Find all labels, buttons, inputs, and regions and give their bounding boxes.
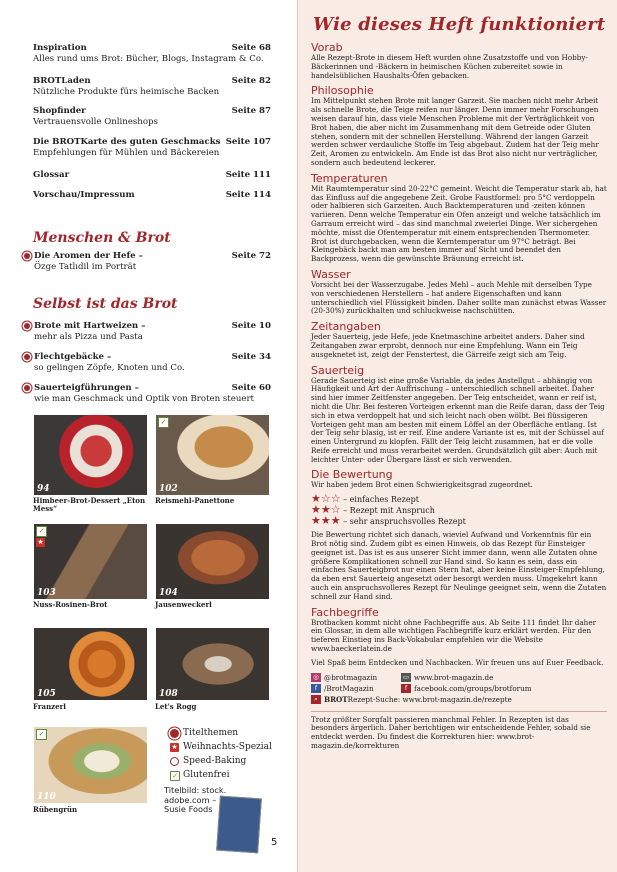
recipe-search-link[interactable]: [311, 694, 607, 705]
section-text: Brotbacken kommt nicht ohne Fachbegriffe aus. Ab Seite 111 findet Ihr daher ein Glossar, in dem alle wichtigen Fachbegriffe kurz erklärt werden. Für den tieferen Einstieg ins Back-Vokabular empfehlen wir die Website www.baeckerlatein.de: [311, 617, 597, 654]
article-subtitle: wie man Geschmack und Optik von Broten steuert: [34, 394, 255, 404]
christmas-star-icon: ★: [37, 538, 44, 546]
recipe-thumb-102[interactable]: [155, 414, 270, 496]
section-text: Gerade Sauerteig ist eine große Variable, da jedes Anstellgut – abhängig von Häufigkeit und Art der Auffrischung – unterschiedlich schnell arbeitet. Daher sind hier immer Zeitfenster angegeben. Der Teig entscheidet, wann er reif ist, nicht die Uhr. Bei festeren Vorteigen erkennt man die Reife daran, dass der Teig sich in etwa verdoppelt hat und sich leicht nach oben wölbt. Bei flüssigeren Vorteigen geht man am besten mit einem Löffel an der Oberfläche entlang. Ist der Teig sehr blasig, ist er reif. Eine andere Variante ist es, mit der Schüssel auf einen Untergrund zu klopfen. Fällt der Teig leicht zusammen, hat er die volle Reife erreicht und muss verarbeitet werden. Grundsätzlich gilt aber: Auch mit leichter Unter- oder Übergare lässt er sich verwenden.: [311, 375, 605, 464]
recipe-number: 103: [37, 588, 56, 598]
article-title: Die Aromen der Hefe –: [34, 251, 143, 261]
rating-label: – sehr anspruchsvolles Rezept: [343, 517, 466, 527]
how-it-works-panel: [298, 0, 617, 872]
difficulty-stars-icon: ★★★: [311, 514, 341, 528]
toc-page: Seite 111: [225, 170, 271, 180]
article-page: Seite 72: [231, 251, 271, 261]
rating-row: [311, 505, 607, 516]
cover-credit: [164, 786, 226, 815]
social-row: [311, 672, 607, 683]
social-label: @brotmagazin: [324, 672, 378, 682]
recipe-caption: Let's Rogg: [155, 702, 197, 711]
recipe-number: 110: [37, 792, 56, 802]
section-text: Im Mittelpunkt stehen Brote mit langer Garzeit. Sie machen nicht mehr Arbeit als schnelle Brote, die Teige reifen nur länger. Denn immer mehr Forschungen weisen darauf hin, dass viele Menschen Probleme mit der Verträglichkeit von Brot haben, die aber nicht im Zusammenhang mit dem Getreide oder Gluten stehen, sondern mit der schnellen Herstellung. Während der langen Garzeit werden schwer verdauliche Stoffe im Teig abgebaut. Zudem hat der Teig mehr Zeit, Aromen zu entwickeln. Am Ende ist das Brot also nicht nur verträglicher, sondern auch bedeutend leckerer.: [311, 96, 599, 167]
forum-icon: f: [401, 684, 411, 693]
section-heading: Fachbegriffe: [311, 605, 379, 619]
section-text: Alle Rezept-Brote in diesem Heft wurden ohne Zusatzstoffe und von Hobby-Bäckerinnen und -Bäckern in heimischen Küchen zubereitet sowie in handelsüblichen Haushalts-Öfen gebacken.: [311, 53, 588, 80]
toc-entry[interactable]: [33, 76, 271, 98]
recipe-caption: Reismehl-Panettone: [155, 496, 235, 505]
article-subtitle: mehr als Pizza und Pasta: [34, 332, 143, 342]
recipe-thumb-105[interactable]: [33, 627, 148, 701]
article-page: Seite 10: [231, 321, 271, 331]
recipe-number: 102: [159, 484, 178, 494]
toc-page: Seite 82: [231, 76, 271, 86]
section-heading: Wasser: [311, 267, 351, 281]
article-entry[interactable]: [24, 383, 271, 405]
rating-label: – einfaches Rezept: [343, 495, 419, 505]
recipe-number: 108: [159, 689, 178, 699]
recipe-caption: Nuss-Rosinen-Brot: [33, 600, 108, 609]
toc-subtitle: Empfehlungen für Mühlen und Bäckereien: [33, 148, 220, 158]
toc-title: Die BROTKarte des guten Geschmacks: [33, 137, 221, 147]
christmas-star-icon: ★: [171, 743, 178, 751]
section-heading: Sauerteig: [311, 363, 365, 377]
article-title: Sauerteigführungen –: [34, 383, 139, 393]
rating-explanation: Die Bewertung richtet sich danach, wieviel Aufwand und Vorkenntnis für ein Brot nötig sind. Zudem gibt es einen Hinweis, ob das Rezept für Einsteiger geeignet ist. Das ist es aus unserer Sicht immer dann, wenn alle Zutaten ohne größere Komplikationen schnell zur Hand sind. So kann es sein, dass ein einfaches Sauerteigbrot nur einen Stern hat, aber keine Einsteiger-Empfehlung, da eben erst Sauerteig angesetzt oder besorgt werden muss. Umgekehrt kann auch ein anspruchsvolleres Rezept für Neulinge geeignet sein, wenn die Zutaten schnell zur Hand sind.: [311, 530, 607, 601]
toc-entry[interactable]: [33, 190, 271, 201]
recipe-thumb-94[interactable]: [33, 414, 148, 496]
social-label: facebook.com/groups/brotforum: [414, 683, 532, 693]
recipe-caption: Rübengrün: [33, 805, 78, 814]
section-heading-selbst: Selbst ist das Brot: [33, 296, 178, 312]
web-icon: ▭: [402, 673, 410, 682]
search-prefix: BROT: [324, 694, 348, 704]
article-entry[interactable]: [24, 352, 271, 374]
toc-subtitle: Vertrauensvolle Onlineshops: [33, 117, 158, 127]
article-subtitle: so gelingen Zöpfe, Knoten und Co.: [34, 363, 185, 373]
section-heading: Die Bewertung: [311, 468, 393, 482]
social-link-facebook[interactable]: [311, 684, 374, 693]
legend-label: Speed-Baking: [183, 756, 247, 766]
toc-page: Seite 107: [225, 137, 271, 147]
difficulty-stars-icon: ★★☆: [311, 503, 341, 517]
toc-title: Inspiration: [33, 43, 87, 53]
toc-title: BROTLaden: [33, 76, 91, 86]
toc-page: Seite 68: [231, 43, 271, 53]
title-topic-icon: [24, 354, 30, 360]
recipe-thumb-108[interactable]: [155, 627, 270, 701]
toc-title: Shopfinder: [33, 106, 86, 116]
legend-label: Glutenfrei: [183, 770, 230, 780]
recipe-caption: Jausenweckerl: [155, 600, 212, 609]
magazine-cover-thumbnail: [216, 796, 262, 854]
instagram-icon: ◎: [311, 673, 321, 682]
article-page: Seite 60: [231, 383, 271, 393]
social-link-forum[interactable]: [401, 683, 532, 694]
toc-entry[interactable]: [33, 137, 271, 159]
credit-line: Titelbild: stock.: [164, 785, 227, 795]
social-label: www.brot-magazin.de: [414, 672, 494, 682]
recipe-number: 104: [159, 588, 178, 598]
article-title: Brote mit Hartweizen –: [34, 321, 146, 331]
social-link-web[interactable]: [401, 672, 493, 683]
section-heading: Philosophie: [311, 84, 374, 98]
article-entry[interactable]: [24, 321, 271, 343]
section-text: Wir haben jedem Brot einen Schwierigkeitsgrad zugeordnet.: [311, 480, 533, 490]
credit-line: adobe.com –: [164, 794, 217, 805]
toc-page: Seite 87: [231, 106, 271, 116]
toc-subtitle: Nützliche Produkte fürs heimische Backen: [33, 87, 220, 97]
rating-list: [311, 494, 607, 527]
recipe-number: 94: [37, 484, 50, 494]
recipe-thumb-110[interactable]: [33, 726, 148, 804]
section-heading: Zeitangaben: [311, 320, 381, 334]
toc-page: Seite 114: [225, 190, 271, 200]
article-subtitle: Özge Tatlıdil im Porträt: [34, 262, 137, 272]
closing-text: Viel Spaß beim Entdecken und Nachbacken. Wir freuen uns auf Euer Feedback.: [311, 657, 604, 667]
corrections-note: Trotz größter Sorgfalt passieren manchmal Fehler. In Rezepten ist das besonders ärgerlich. Daher berichtigen wir entscheidende Fehler, sobald sie entdeckt werden. Du findest die Korrekturen hier: www.brot-magazin.de/korrekturen: [311, 714, 591, 751]
recipe-thumb-103[interactable]: [33, 523, 148, 600]
section-text: Jeder Sauerteig, jede Hefe, jede Knetmaschine arbeitet anders. Daher sind Zeitangaben zwar erprobt, dennoch nur eine Empfehlung. Wann ein Teig ausgeknetet ist, zeigt der Fenstertest, die Gärreife zeigt sich am Teig.: [311, 332, 585, 359]
social-link-instagram[interactable]: [311, 673, 377, 682]
section-text: Vorsicht bei der Wasserzugabe. Jedes Mehl – auch Mehle mit derselben Type von verschiedenen Herstellern – hat andere Eigenschaften und kann unterschiedlich viel Flüssigkeit binden. Daher sollte man zunächst etwas Wasser (20-30%) zurückhalten und schluckweise nachschütten.: [311, 279, 607, 316]
difficulty-stars-icon: ★☆☆: [311, 492, 341, 506]
recipe-caption: Franzerl: [33, 702, 66, 711]
title-topic-icon: [24, 385, 30, 391]
section-heading: Vorab: [311, 41, 343, 54]
recipe-number: 105: [37, 689, 56, 699]
social-label: /BrotMagazin: [324, 683, 374, 693]
facebook-icon: f: [311, 684, 321, 693]
speed-baking-icon: [170, 757, 179, 766]
section-heading: Temperaturen: [311, 171, 388, 185]
title-topic-icon: [24, 253, 30, 259]
contents-column: [0, 0, 298, 872]
credit-line: Susie Foods: [164, 804, 213, 814]
social-row: [311, 683, 607, 694]
glutenfree-icon: ✓: [36, 729, 47, 740]
toc-title: Glossar: [33, 170, 70, 180]
toc-entry[interactable]: [33, 106, 271, 128]
toc-entry[interactable]: [33, 43, 271, 65]
search-label: Rezept-Suche: www.brot-magazin.de/rezepte: [347, 694, 512, 704]
legend-label: Weihnachts-Spezial: [183, 742, 272, 752]
legend-label: Titelthemen: [183, 728, 239, 738]
rating-row: [311, 516, 607, 527]
article-entry[interactable]: [24, 251, 271, 273]
article-title: Flechtgebäcke –: [34, 352, 112, 362]
rating-row: [311, 494, 607, 505]
glutenfree-icon: ✓: [158, 417, 169, 428]
title-topic-icon: [24, 323, 30, 329]
panel-title: Wie dieses Heft funktioniert: [313, 14, 606, 35]
search-icon: ⌕: [311, 695, 321, 704]
toc-title: Vorschau/Impressum: [33, 190, 135, 200]
article-page: Seite 34: [231, 352, 271, 362]
page-number: 5: [271, 837, 278, 848]
recipe-thumb-104[interactable]: [155, 523, 270, 600]
section-text: Mit Raumtemperatur sind 20-22°C gemeint. Weicht die Temperatur stark ab, hat das Einfluss auf die angegebene Zeit. Grobe Faustformel: pro 5°C verdoppeln oder halbieren sich Garzeiten. Auch Backtemperaturen und -zeiten können variieren. Denn welche Temperatur ein Ofen anzeigt und welche tatsächlich im Garraum erreicht wird – das sind manchmal zweierlei Dinge. Wer sichergehen möchte, misst die Ofentemperatur mit einem entsprechenden Thermometer. Brot ist durchgebacken, wenn die Kerntemperatur um 97°C beträgt. Bei Kleingebäck backt man am besten immer auf Sicht und beendet den Backprozess, wenn die gewünschte Bräunung erreicht ist.: [311, 183, 607, 264]
toc-subtitle: Alles rund ums Brot: Bücher, Blogs, Instagram & Co.: [33, 54, 264, 64]
glutenfree-icon: ✓: [36, 526, 47, 537]
recipe-caption: Himbeer-Brot-Dessert „Eton Mess“: [33, 496, 146, 513]
section-heading-menschen: Menschen & Brot: [33, 230, 171, 246]
title-topic-icon: [170, 729, 179, 738]
rating-label: – Rezept mit Anspruch: [343, 506, 435, 516]
toc-entry[interactable]: [33, 170, 271, 181]
glutenfree-icon: ✓: [170, 771, 180, 781]
